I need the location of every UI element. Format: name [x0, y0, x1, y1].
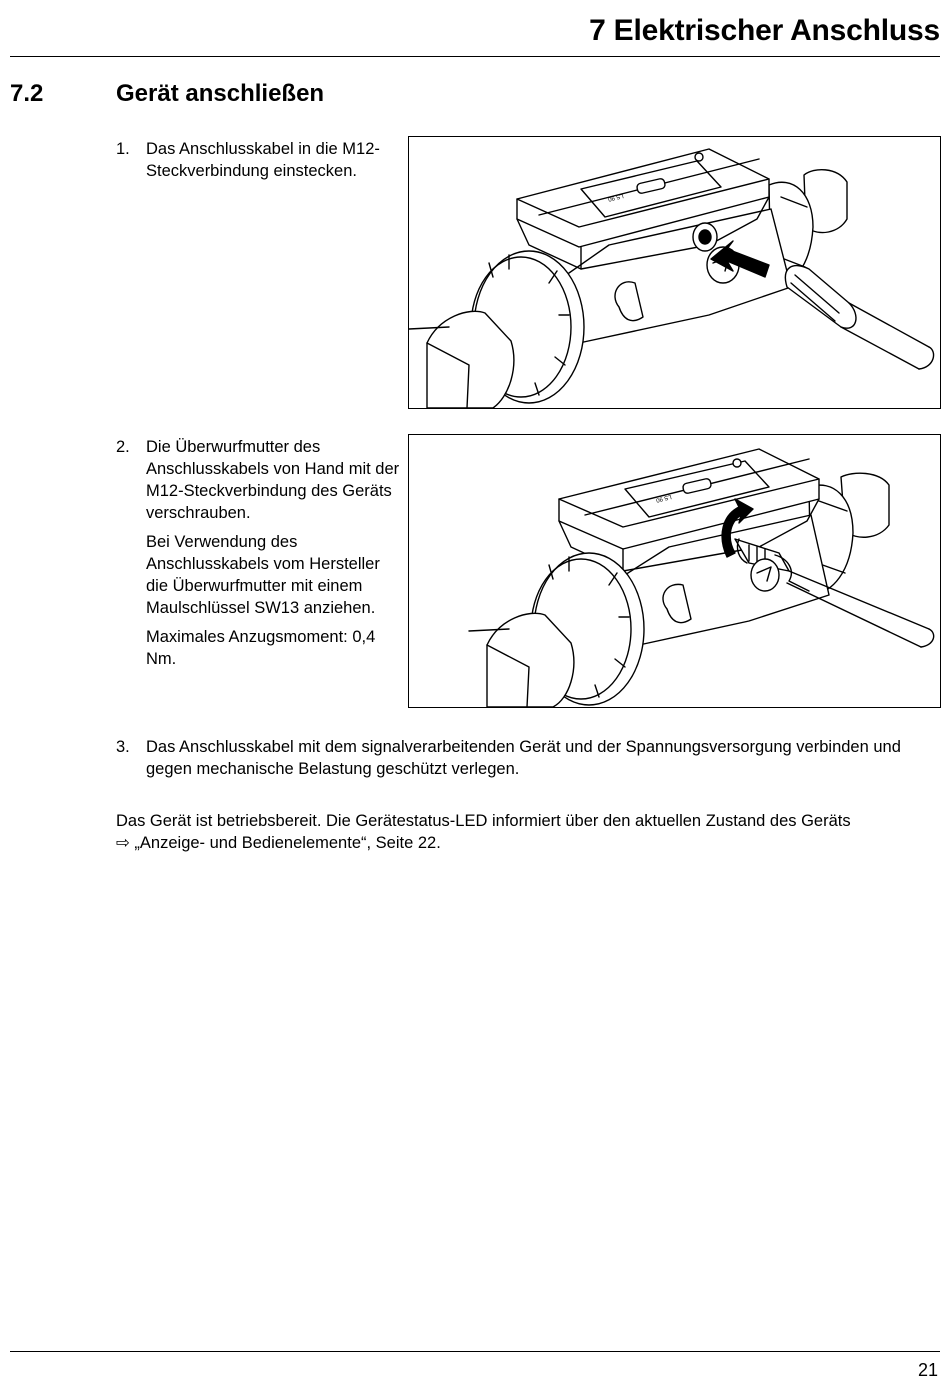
section-number: 7.2 — [10, 80, 44, 107]
page-number: 21 — [917, 1360, 938, 1380]
svg-text:LS 90: LS 90 — [607, 192, 624, 202]
step-text: Die Überwurfmutter des Anschlusskabels von Hand mit der M12-Steckverbindung des Geräts verschrauben. — [146, 438, 400, 522]
footer-rule — [10, 1351, 940, 1352]
svg-text:LS 90: LS 90 — [655, 493, 672, 503]
step-text: Das Anschlusskabel in die M12-Steckverbindung einstecken. — [146, 140, 380, 180]
section-title: Gerät anschließen — [116, 80, 325, 107]
step-number: 3. — [116, 738, 130, 756]
status-note — [116, 810, 936, 854]
step-number: 1. — [116, 140, 130, 158]
cross-reference-link[interactable]: „Anzeige- und Bedienelemente“, Seite 22. — [134, 834, 441, 852]
step-text: Das Anschlusskabel mit dem signalverarbeitenden Gerät und der Spannungsversorgung verbinden und gegen mechanische Belastung geschützt verlegen. — [146, 738, 901, 778]
reference-arrow-icon: ⇨ — [116, 834, 130, 852]
step-text: Maximales Anzugsmoment: 0,4 Nm. — [146, 628, 376, 668]
header-rule — [10, 56, 940, 57]
figure-nut-tighten — [408, 434, 941, 708]
step-number: 2. — [116, 438, 130, 456]
step-text: Bei Verwendung des Anschlusskabels vom Hersteller die Überwurfmutter mit einem Maulschlüssel SW13 anziehen. — [146, 533, 380, 617]
figure-plug-insert — [408, 136, 941, 409]
note-text: Das Gerät ist betriebsbereit. Die Gerätestatus-LED informiert über den aktuellen Zustand des Geräts — [116, 812, 851, 830]
chapter-title: 7 Elektrischer Anschluss — [589, 14, 940, 47]
